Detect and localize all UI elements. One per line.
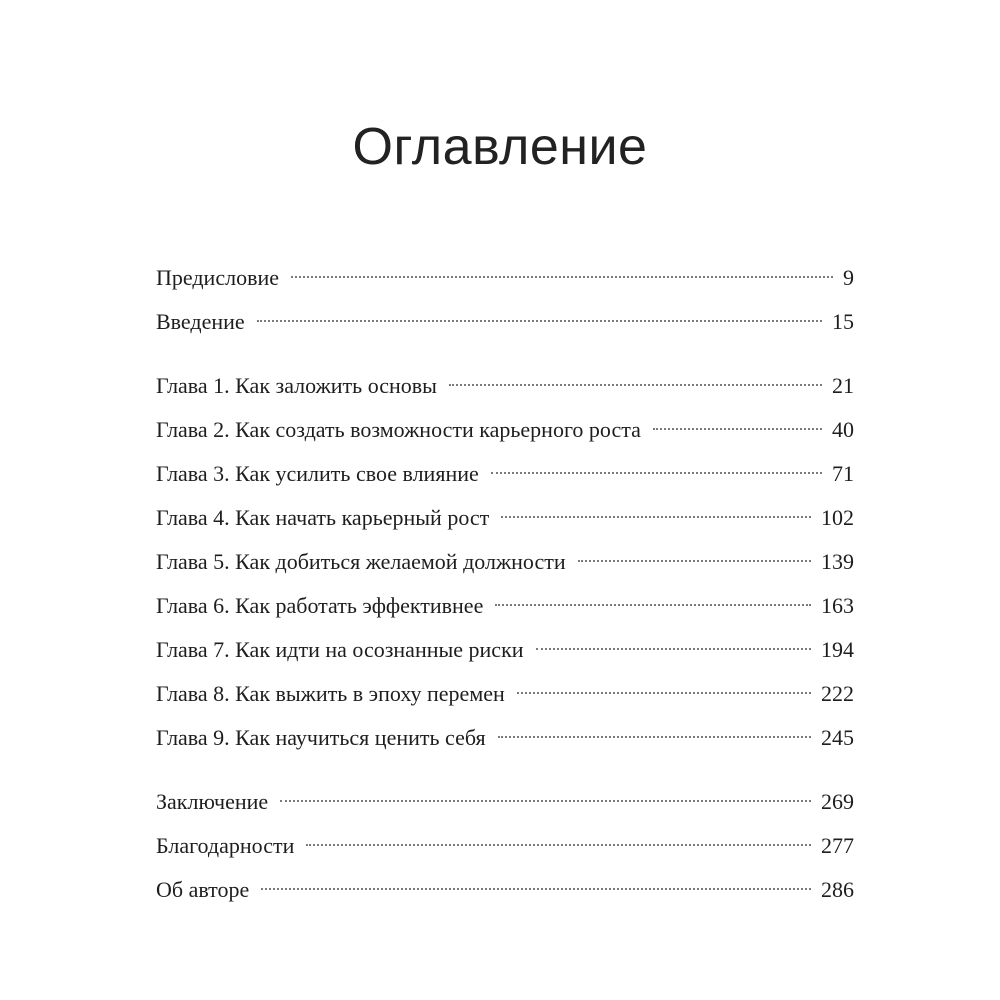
toc-entry-label: Введение [156,309,245,334]
dot-leader [491,472,822,474]
toc-entry-label: Заключение [156,789,269,814]
dot-leader [257,320,822,322]
toc-entry-page: 21 [832,373,854,398]
toc-entry-page: 9 [843,265,854,290]
page-title: Оглавление [352,117,648,176]
toc-entry-label: Глава 6. Как работать эффективнее [156,593,484,618]
toc-entry-chapter-2[interactable] [156,408,854,452]
toc-entry-chapter-4[interactable] [156,496,854,540]
dot-leader [517,692,811,694]
toc-entry-label: Благодарности [156,833,295,858]
dot-leader [261,888,811,890]
dot-leader [653,428,822,430]
toc-entry-chapter-5[interactable] [156,540,854,584]
toc-entry-page: 245 [821,725,854,750]
toc-entry-page: 139 [821,549,854,574]
toc-entry-conclusion[interactable] [156,780,854,824]
toc-entry-page: 102 [821,505,854,530]
toc-entry-chapter-1[interactable] [156,364,854,408]
toc-entry-page: 194 [821,637,854,662]
dot-leader [280,800,811,802]
toc-entry-label: Глава 4. Как начать карьерный рост [156,505,490,530]
toc-entry-page: 277 [821,833,854,858]
toc-entry-page: 269 [821,789,854,814]
toc-entry-chapter-8[interactable] [156,672,854,716]
toc-entry-acknowledgements[interactable] [156,824,854,868]
toc-entry-label: Глава 8. Как выжить в эпоху перемен [156,681,505,706]
toc-group-front-matter [156,256,854,344]
toc-group-chapters [156,364,854,760]
table-of-contents [156,256,854,912]
toc-entry-page: 15 [832,309,854,334]
dot-leader [536,648,811,650]
toc-entry-label: Глава 7. Как идти на осознанные риски [156,637,524,662]
toc-entry-page: 40 [832,417,854,442]
dot-leader [306,844,811,846]
toc-entry-label: Глава 3. Как усилить свое влияние [156,461,479,486]
toc-entry-page: 71 [832,461,854,486]
toc-entry-label: Об авторе [156,877,250,902]
toc-entry-label: Глава 5. Как добиться желаемой должности [156,549,566,574]
toc-entry-about-author[interactable] [156,868,854,912]
toc-entry-label: Глава 9. Как научиться ценить себя [156,725,486,750]
toc-entry-label: Глава 2. Как создать возможности карьерного роста [156,417,641,442]
toc-entry-page: 286 [821,877,854,902]
dot-leader [578,560,811,562]
toc-entry-chapter-3[interactable] [156,452,854,496]
dot-leader [501,516,811,518]
toc-entry-chapter-6[interactable] [156,584,854,628]
toc-entry-page: 222 [821,681,854,706]
dot-leader [291,276,833,278]
toc-entry-label: Предисловие [156,265,279,290]
dot-leader [498,736,811,738]
toc-entry-label: Глава 1. Как заложить основы [156,373,437,398]
toc-entry-chapter-7[interactable] [156,628,854,672]
toc-entry-preface[interactable] [156,256,854,300]
toc-entry-chapter-9[interactable] [156,716,854,760]
toc-entry-page: 163 [821,593,854,618]
toc-entry-introduction[interactable] [156,300,854,344]
dot-leader [495,604,811,606]
dot-leader [449,384,822,386]
toc-group-back-matter [156,780,854,912]
